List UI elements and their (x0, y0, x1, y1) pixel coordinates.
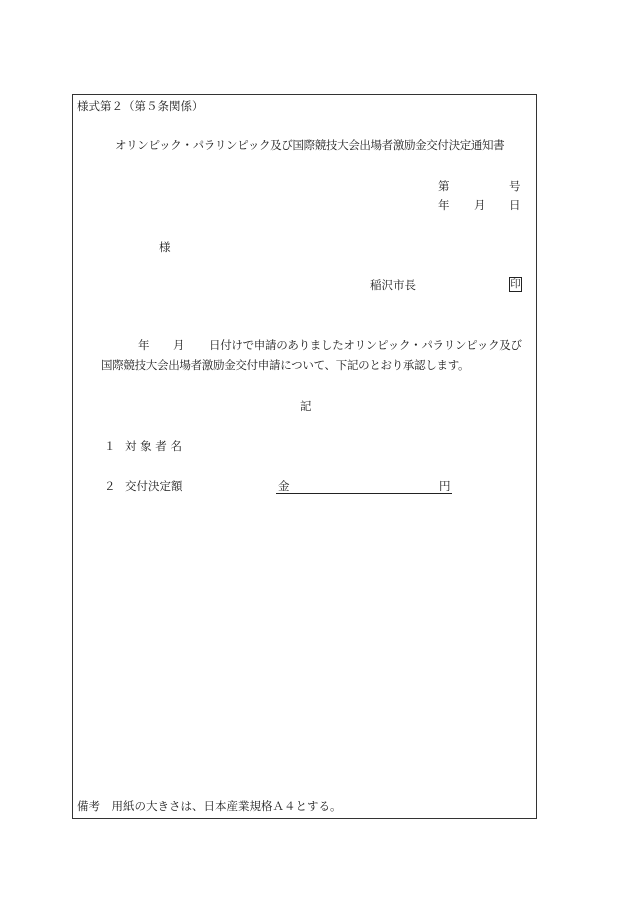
body-year: 年 (138, 338, 150, 352)
body-text-line1: 日付けで申請のありましたオリンピック・パラリンピック及び (209, 338, 522, 352)
addressee-suffix: 様 (159, 240, 171, 254)
record-heading: 記 (300, 399, 312, 413)
amount-prefix: 金 (278, 479, 290, 493)
date-month: 月 (474, 198, 486, 212)
item1-label: 対 象 者 名 (125, 439, 182, 453)
date-day: 日 (509, 198, 521, 212)
number-suffix: 号 (509, 179, 521, 193)
seal-mark: 印 (510, 278, 521, 290)
issuer-name: 稲沢市長 (370, 278, 416, 292)
amount-suffix: 円 (439, 479, 451, 493)
document-title: オリンピック・パラリンピック及び国際競技大会出場者激励金交付決定通知書 (115, 138, 505, 152)
amount-field (276, 478, 452, 494)
form-number: 様式第２（第５条関係） (77, 99, 204, 113)
item2-number: ２ (104, 479, 116, 493)
body-month: 月 (173, 338, 185, 352)
date-year: 年 (438, 198, 450, 212)
form-frame (72, 94, 537, 819)
body-text-line2: 国際競技大会出場者激励金交付申請について、下記のとおり承認します。 (101, 358, 470, 372)
item1-number: １ (104, 439, 116, 453)
remarks: 備考 用紙の大きさは、日本産業規格Ａ４とする。 (77, 799, 342, 813)
item2-label: 交付決定額 (125, 479, 183, 493)
number-label: 第 (438, 179, 450, 193)
